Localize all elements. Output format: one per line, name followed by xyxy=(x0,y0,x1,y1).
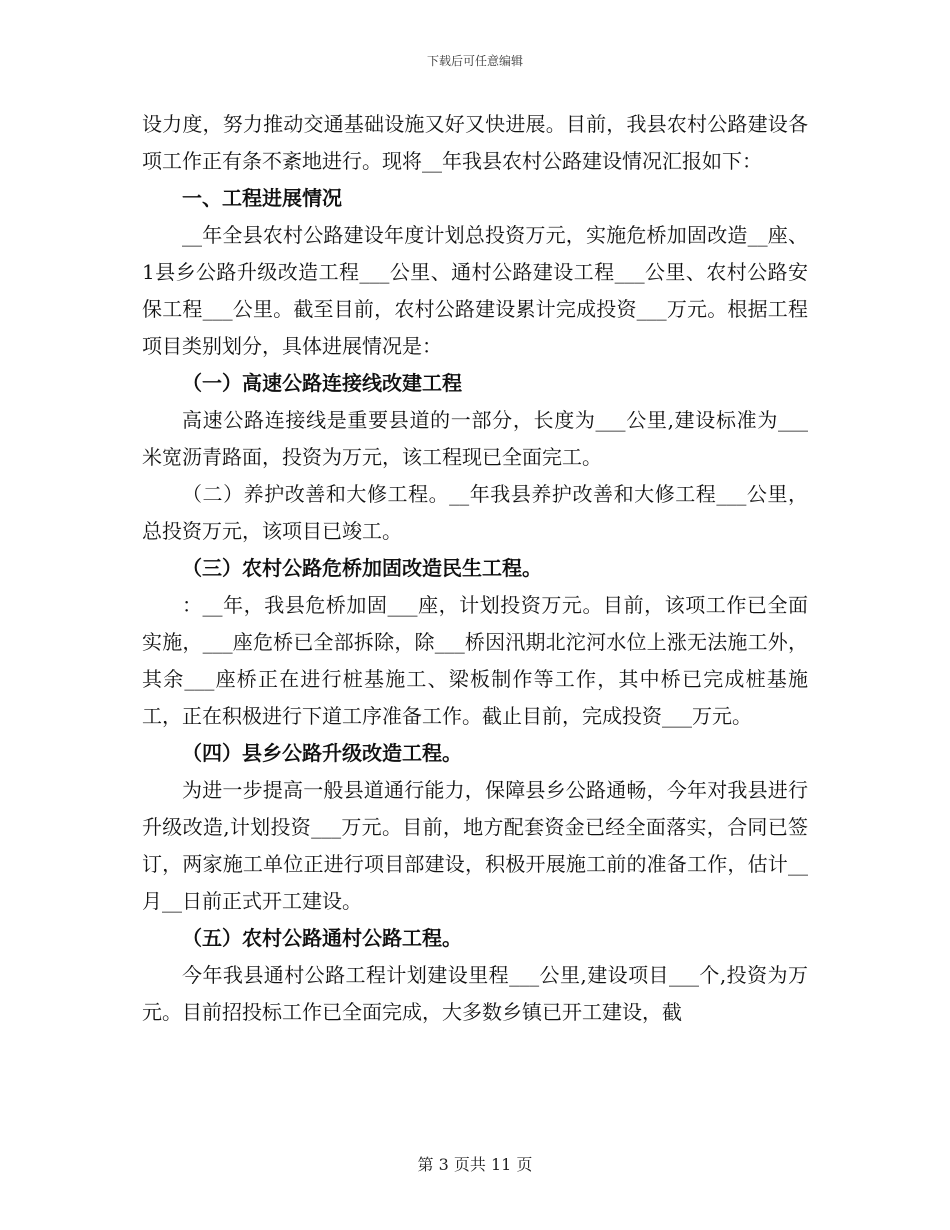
paragraph-overview: __年全县农村公路建设年度计划总投资万元，实施危桥加固改造__座、1县乡公路升级改造工程___公里、通村公路建设工程___公里、农村公路安保工程___公里。截至目前，农村公路建设累计完成投资___万元。根据工程项目类别划分，具体进展情况是： xyxy=(142,223,808,358)
page-number: 第 3 页共 11 页 xyxy=(417,1155,533,1174)
paragraph-highway-link: 高速公路连接线是重要县道的一部分，长度为___公里,建设标准为___米宽沥青路面，投资为万元，该工程现已全面完工。 xyxy=(142,408,808,469)
subheading-highway-link: （一）高速公路连接线改建工程 xyxy=(182,371,462,395)
page-header: 下载后可任意编辑 xyxy=(426,54,523,68)
paragraph-bridge-repair: ：__年，我县危桥加固___座，计划投资万元。目前，该项工作已全面实施，___座危桥已全部拆除，除___桥因汛期北沱河水位上涨无法施工外，其余___座桥正在进行桩基施工、梁板制作等工作，其中桥已完成桩基施工，正在积极进行下道工序准备工作。截止目前，完成投资___万元。 xyxy=(142,593,808,728)
paragraph-village-roads: 今年我县通村公路工程计划建设里程___公里,建设项目___个,投资为万元。目前招投标工作已全面完成，大多数乡镇已开工建设，截 xyxy=(142,963,808,1024)
subheading-village-roads: （五）农村公路通村公路工程。 xyxy=(182,926,462,950)
paragraph-maintenance: （二）养护改善和大修工程。__年我县养护改善和大修工程___公里，总投资万元，该项目已竣工。 xyxy=(142,482,808,543)
paragraph-road-upgrade: 为进一步提高一般县道通行能力，保障县乡公路通畅，今年对我县进行升级改造,计划投资___万元。目前，地方配套资金已经全面落实，合同已签订，两家施工单位正进行项目部建设，积极开展施工前的准备工作，估计__月__日前正式开工建设。 xyxy=(142,778,808,913)
document-body xyxy=(142,106,808,1031)
section-heading-progress: 一、工程进展情况 xyxy=(182,186,342,210)
subheading-road-upgrade: （四）县乡公路升级改造工程。 xyxy=(182,741,462,765)
paragraph-intro: 设力度，努力推动交通基础设施又好又快进展。目前，我县农村公路建设各项工作正有条不紊地进行。现将__年我县农村公路建设情况汇报如下： xyxy=(142,112,808,173)
subheading-bridge-repair: （三）农村公路危桥加固改造民生工程。 xyxy=(182,556,542,580)
